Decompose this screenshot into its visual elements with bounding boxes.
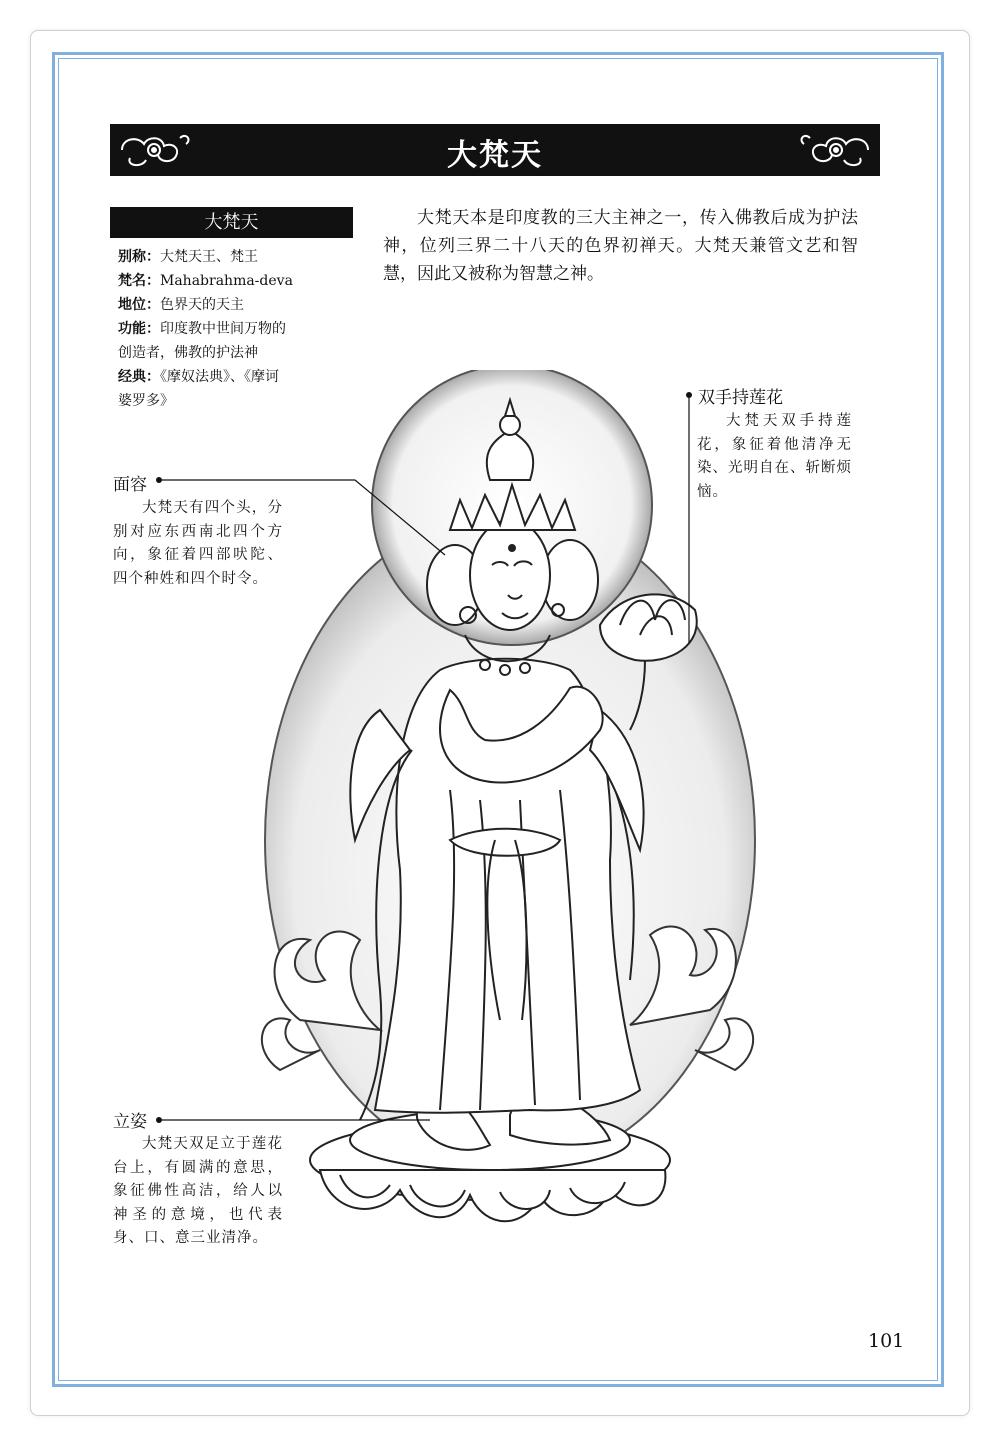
chapter-banner [110, 124, 880, 176]
profile-row: 创造者，佛教的护法神 [118, 345, 258, 361]
annotation-stance-title: 立姿 [113, 1112, 147, 1132]
intro-paragraph: 大梵天本是印度教的三大主神之一，传入佛教后成为护法神，位列三界二十八天的色界初禅天。大梵天兼管文艺和智慧，因此又被称为智慧之神。 [383, 208, 858, 284]
cloud-ornament-right-icon [796, 128, 876, 172]
annotation-stance-body: 大梵天双足立于莲花台上，有圆满的意思，象征佛性高洁，给人以神圣的意境，也代表身、口、意三业清净。 [113, 1136, 283, 1246]
page-number: 101 [868, 1330, 905, 1352]
profile-title: 大梵天 [110, 207, 353, 238]
profile-row: 婆罗多》 [118, 393, 174, 409]
profile-row: 别称：大梵天王、梵王 [118, 249, 258, 265]
profile-row: 经典：《摩奴法典》、《摩诃 [118, 369, 279, 385]
annotation-lotus-title: 双手持莲花 [698, 388, 783, 408]
profile-row: 功能：印度教中世间万物的 [118, 321, 286, 337]
annotation-lotus-leader [684, 388, 694, 648]
profile-row: 梵名：Mahabrahma-deva [118, 273, 293, 289]
annotation-face-title: 面容 [113, 475, 147, 495]
chapter-title: 大梵天 [447, 138, 543, 173]
profile-row: 地位：色界天的天主 [118, 297, 244, 313]
annotation-stance-leader [155, 1112, 435, 1132]
annotation-lotus-body: 大梵天双手持莲花，象征着他清净无染、光明自在、斩断烦恼。 [697, 413, 852, 500]
annotation-face-body: 大梵天有四个头，分别对应东西南北四个方向，象征着四部吠陀、四个种姓和四个时令。 [113, 500, 283, 587]
